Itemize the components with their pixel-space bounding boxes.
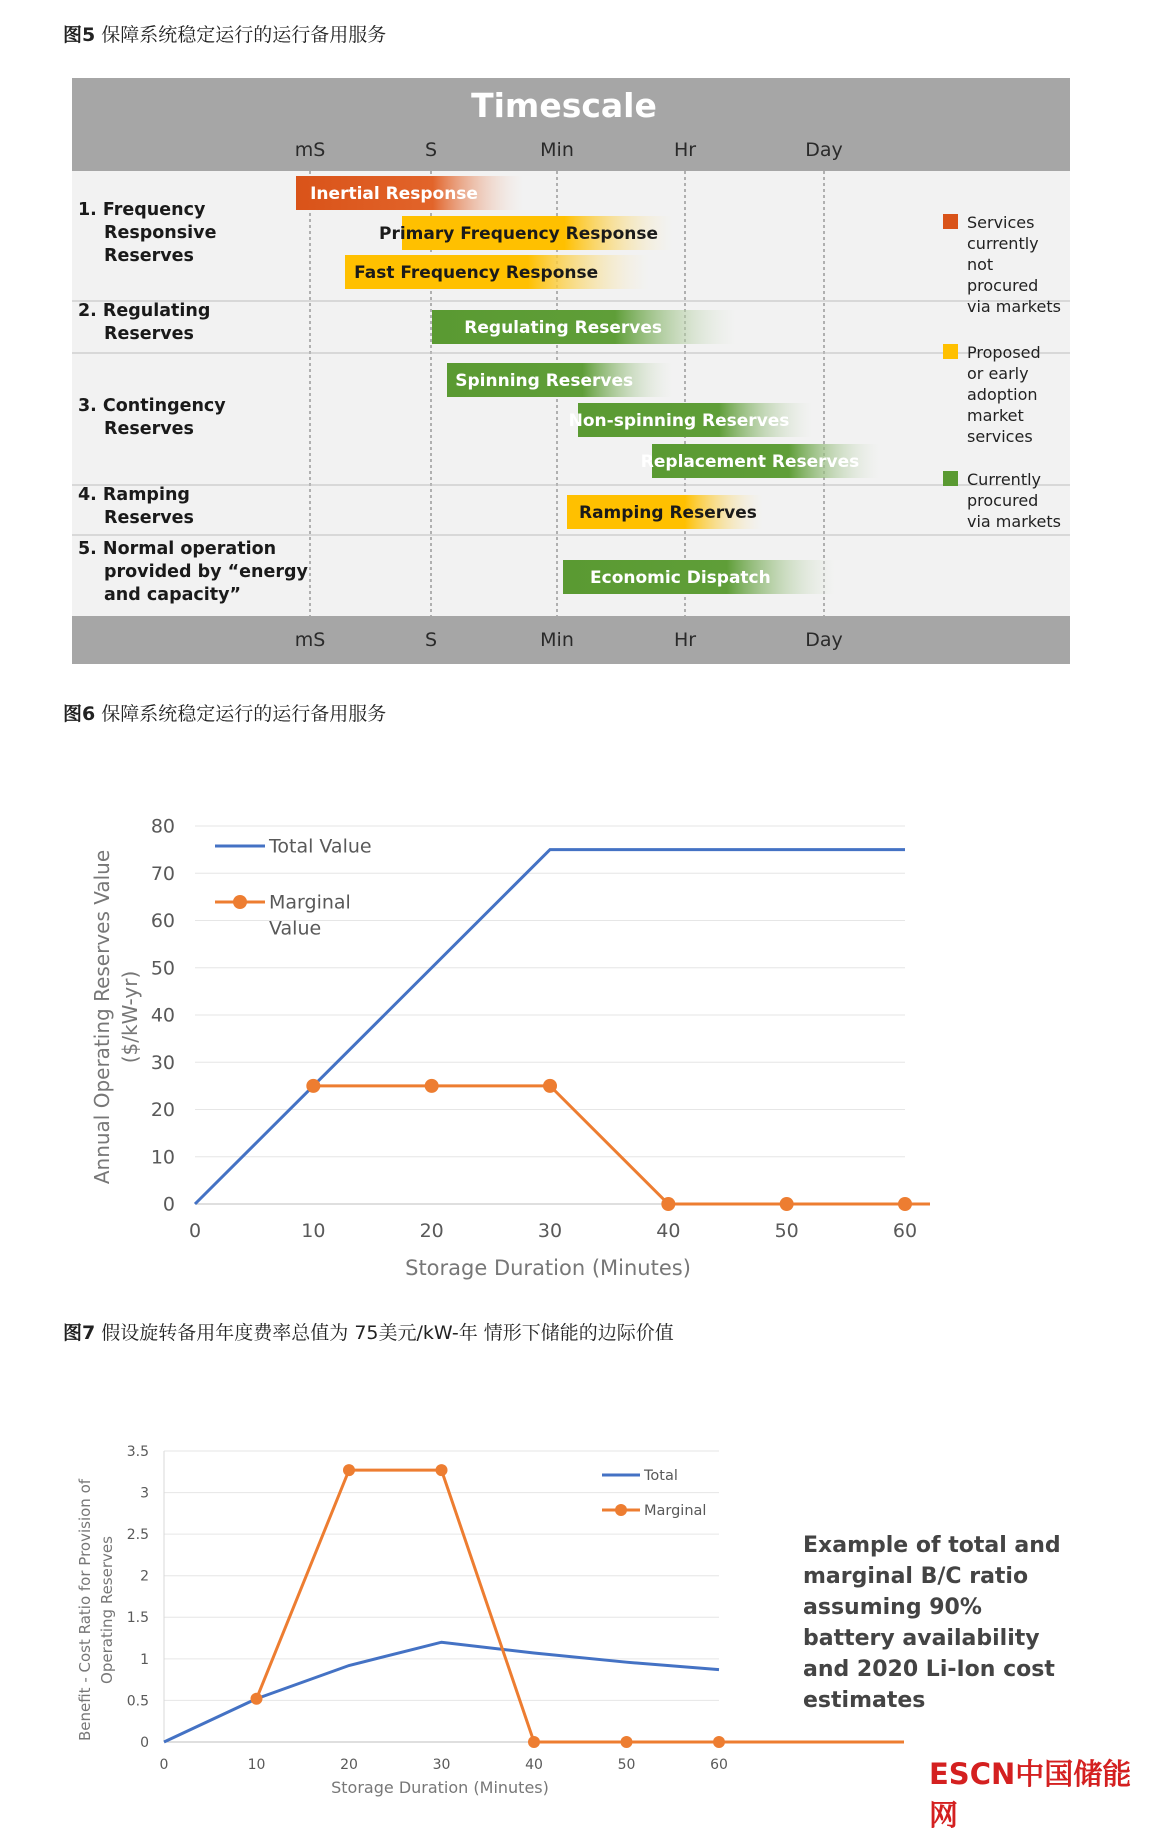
y-tick-label: 1 [140, 1651, 149, 1668]
fig6-y-axis-label-line1: Annual Operating Reserves Value [90, 849, 114, 1185]
legend-label-line: via markets [967, 512, 1061, 531]
fig6-caption-text: 保障系统稳定运行的运行备用服务 [95, 703, 387, 725]
x-tick-label: 10 [301, 1220, 326, 1242]
legend-label [967, 343, 1041, 446]
category-label-line: Reserves [104, 508, 194, 528]
y-tick-label: 2.5 [126, 1527, 149, 1544]
service-bar-label: Spinning Reserves [455, 371, 634, 391]
legend-swatch [943, 471, 958, 486]
legend-label-line: or early [967, 364, 1029, 383]
x-tick-label: 60 [892, 1220, 918, 1242]
x-tick-label: 30 [432, 1757, 451, 1773]
legend-label-line: Value [269, 917, 322, 940]
timescale-tick-top: mS [294, 139, 326, 161]
x-tick-label: 40 [525, 1757, 543, 1773]
legend-label-line: via markets [967, 297, 1061, 316]
x-tick-label: 0 [188, 1220, 202, 1242]
fig5-caption-num: 图5 [63, 24, 96, 46]
legend-label-line: Services [967, 213, 1035, 232]
y-tick-label: 3.5 [126, 1443, 149, 1460]
timescale-title: Timescale [471, 86, 657, 125]
timescale-tick-top: Day [805, 139, 843, 161]
fig7-caption-num: 图7 [63, 1322, 96, 1344]
service-bar-label: Regulating Reserves [464, 318, 663, 338]
y-tick-label: 0 [140, 1734, 149, 1751]
y-tick-label: 70 [150, 862, 175, 885]
timescale-tick-top: Hr [673, 139, 697, 161]
service-bar-label: Non-spinning Reserves [568, 411, 790, 431]
legend-label-line: Proposed [967, 343, 1041, 362]
series-point [543, 1079, 557, 1093]
fig7-gridlines [164, 1451, 719, 1742]
category-label-line: Reserves [104, 246, 194, 266]
category-label-line: 1. Frequency [78, 200, 206, 220]
fig6-x-axis-label: Storage Duration (Minutes) [405, 1256, 691, 1280]
series-point [425, 1079, 439, 1093]
x-tick-label: 10 [247, 1757, 266, 1773]
fig6-caption-num: 图6 [63, 703, 96, 725]
y-tick-label: 60 [150, 910, 175, 933]
series-point [251, 1693, 263, 1705]
fig7-y-axis-label-line2: Operating Reserves [98, 1536, 116, 1684]
series-line [313, 1086, 930, 1204]
legend-marker [233, 895, 247, 909]
fig6-gridlines [195, 826, 905, 1204]
fig6-legend [215, 836, 372, 940]
y-tick-label: 2 [140, 1568, 149, 1585]
legend-label [643, 1468, 678, 1484]
fig6-caption [63, 699, 386, 726]
timescale-tick-bottom: Min [540, 629, 574, 651]
x-tick-label: 60 [710, 1757, 728, 1773]
legend-label-line: market [967, 406, 1024, 425]
x-tick-label: 50 [617, 1757, 636, 1773]
escn-logo: ESCN中国储能网 [929, 1757, 1132, 1832]
legend-marker [615, 1504, 627, 1516]
y-tick-label: 1.5 [126, 1610, 149, 1627]
timescale-tick-bottom: Day [805, 629, 843, 651]
x-tick-label: 30 [537, 1220, 563, 1242]
series-point [621, 1736, 633, 1748]
x-tick-label: 0 [159, 1757, 169, 1773]
y-tick-label: 30 [150, 1051, 175, 1074]
y-tick-label: 10 [150, 1146, 175, 1169]
series-point [661, 1197, 675, 1211]
y-tick-label: 20 [150, 1099, 175, 1122]
legend-label-line: currently [967, 234, 1039, 253]
legend-label [268, 836, 372, 858]
legend-label-line: Marginal [269, 891, 351, 914]
fig7-annotation: Example of total and marginal B/C ratio assuming 90% battery availability and 2020 Li-Ion cost estimates [803, 1533, 1061, 1713]
fig7-series [164, 1464, 904, 1748]
legend-label-line: services [967, 427, 1033, 446]
fig7-legend [602, 1468, 706, 1519]
category-label-line: 4. Ramping [78, 485, 190, 505]
timescale-chart [0, 60, 1159, 660]
series-point [713, 1736, 725, 1748]
category-label-line: 3. Contingency [78, 396, 226, 416]
category-label-line: provided by “energy [104, 562, 308, 582]
series-point [780, 1197, 794, 1211]
series-line [164, 1642, 719, 1742]
service-bar-label: Inertial Response [310, 184, 478, 204]
fig6-y-axis-label [90, 850, 142, 1184]
fig7-y-tick-labels [127, 1444, 149, 1751]
fig7-caption [63, 1318, 674, 1345]
legend-label [269, 892, 351, 940]
category-label-line: 2. Regulating [78, 301, 211, 321]
series-point [436, 1464, 448, 1476]
series-point [528, 1736, 540, 1748]
series-point [343, 1464, 355, 1476]
timescale-tick-bottom: mS [294, 629, 326, 651]
service-bar-label: Economic Dispatch [590, 568, 771, 588]
legend-label-line: Marginal [644, 1503, 707, 1520]
fig7-caption-text: 假设旋转备用年度费率总值为 75美元/kW-年 情形下储能的边际价值 [95, 1322, 674, 1344]
x-tick-label: 20 [419, 1220, 444, 1242]
fig5-caption-text: 保障系统稳定运行的运行备用服务 [95, 24, 387, 46]
service-bar-label: Replacement Reserves [640, 452, 860, 472]
fig5-caption [63, 20, 386, 47]
legend-label-line: procured [967, 491, 1039, 510]
legend-swatch [943, 214, 958, 229]
fig6-x-tick-labels [189, 1220, 917, 1242]
service-bar-label: Fast Frequency Response [354, 263, 599, 283]
category-label-line: Responsive [104, 223, 217, 243]
y-tick-label: 50 [150, 957, 175, 980]
x-tick-label: 40 [656, 1220, 681, 1242]
category-label-line: 5. Normal operation [78, 539, 277, 559]
y-tick-label: 3 [140, 1485, 149, 1502]
legend-label-line: not [967, 255, 994, 274]
legend-label-line: Total [644, 1468, 678, 1485]
service-bar-label: Primary Frequency Response [379, 224, 659, 244]
service-bar-label: Ramping Reserves [579, 503, 757, 523]
category-label-line: and capacity” [104, 585, 242, 605]
fig7-x-axis-label: Storage Duration (Minutes) [331, 1778, 549, 1797]
x-tick-label: 50 [774, 1220, 799, 1242]
y-tick-label: 0.5 [126, 1693, 149, 1710]
category-label-line: Reserves [104, 324, 194, 344]
legend-label-line: Currently [967, 470, 1042, 489]
timescale-tick-bottom: Hr [673, 629, 697, 651]
reserves-value-chart [0, 780, 1159, 1320]
category-label-line: Reserves [104, 419, 194, 439]
series-point [898, 1197, 912, 1211]
series-point [306, 1079, 320, 1093]
x-tick-label: 20 [340, 1757, 358, 1773]
fig6-y-axis-label-line2: ($/kW-yr) [118, 970, 142, 1064]
legend-label-line: procured [967, 276, 1039, 295]
legend-label [644, 1503, 706, 1519]
timescale-tick-top: S [424, 139, 438, 161]
fig7-y-axis-label-line1: Benefit - Cost Ratio for Provision of [76, 1478, 94, 1742]
legend-swatch [943, 344, 958, 359]
fig7-x-tick-labels [160, 1757, 728, 1773]
timescale-tick-top: Min [540, 139, 574, 161]
timescale-tick-bottom: S [424, 629, 438, 651]
fig7-y-axis-label [76, 1478, 116, 1741]
y-tick-label: 0 [162, 1193, 175, 1216]
y-tick-label: 80 [150, 815, 175, 838]
y-tick-label: 40 [150, 1004, 175, 1027]
legend-label-line: Total Value [269, 835, 372, 858]
legend-label-line: adoption [967, 385, 1038, 404]
fig6-y-tick-labels [151, 816, 175, 1216]
